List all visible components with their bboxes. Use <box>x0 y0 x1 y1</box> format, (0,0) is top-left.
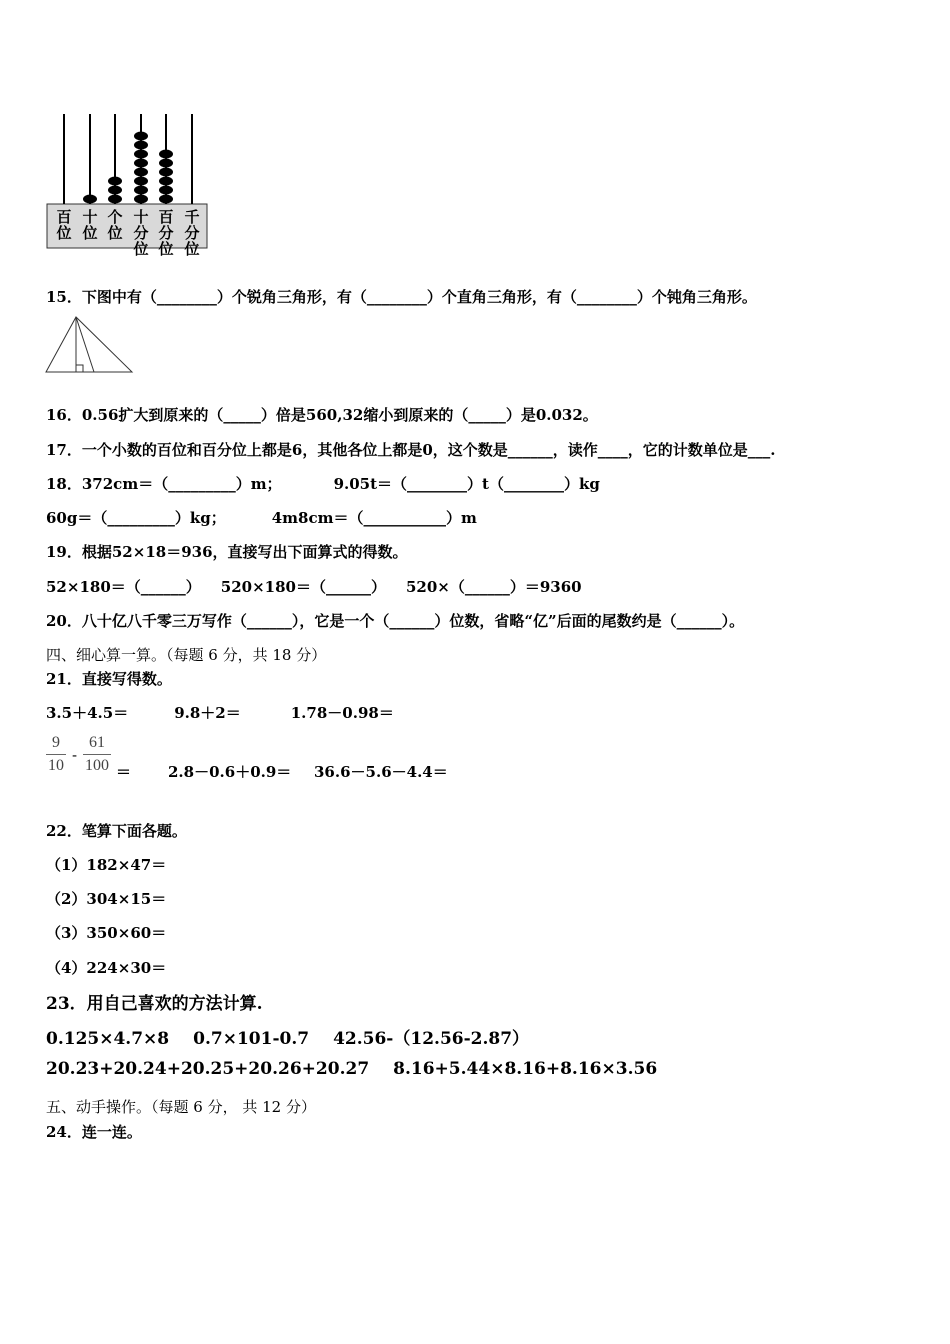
abacus-bead <box>108 177 122 186</box>
abacus-label-char: 位 <box>158 240 174 258</box>
q23-item-b: 0.7×101-0.7 <box>193 1029 310 1049</box>
abacus-bead <box>159 177 173 186</box>
abacus-label-char: 个 <box>107 208 123 226</box>
abacus-bead <box>134 150 148 159</box>
q18-part-c: 60g＝（_________）kg； <box>46 509 226 527</box>
abacus-bead <box>159 186 173 195</box>
triangle-figure <box>44 314 134 376</box>
equals-sign: ＝ <box>116 763 132 781</box>
question-21: 21．直接写得数。 <box>46 670 172 688</box>
abacus-bead <box>134 177 148 186</box>
abacus-bead <box>134 159 148 168</box>
fraction-denominator: 10 <box>48 757 64 774</box>
abacus-label-char: 位 <box>107 224 123 242</box>
abacus-label-char: 位 <box>133 240 149 258</box>
abacus-bead <box>134 168 148 177</box>
fraction-61-100 <box>83 734 111 775</box>
abacus-bead <box>108 186 122 195</box>
question-18-row2 <box>46 507 477 528</box>
q21-item-f: 36.6－5.6－4.4＝ <box>314 763 448 781</box>
q22-item-4: （4）224×30＝ <box>46 959 167 977</box>
q21-item-c: 1.78－0.98＝ <box>290 704 394 722</box>
question-19-items <box>46 576 582 597</box>
abacus-label-char: 分 <box>184 224 200 242</box>
abacus-bead <box>159 168 173 177</box>
q19-item-a: 52×180＝（______） <box>46 578 201 596</box>
q21-item-a: 3.5＋4.5＝ <box>46 704 129 722</box>
question-18-row1 <box>46 473 600 494</box>
abacus-bead <box>134 141 148 150</box>
abacus-label-char: 分 <box>133 224 149 242</box>
q18-part-d: 4m8cm＝（___________）m <box>271 509 477 527</box>
question-20: 20．八十亿八千零三万写作（______），它是一个（______）位数，省略“亿”后面的尾数约是（______）。 <box>46 612 745 630</box>
abacus-label-char: 位 <box>184 240 200 258</box>
question-23-row2 <box>46 1059 657 1079</box>
q18-part-b: 9.05t＝（________）t（________）kg <box>333 475 600 493</box>
abacus-label-char: 位 <box>82 224 98 242</box>
question-15: 15．下图中有（________）个锐角三角形，有（________）个直角三角形，有（________）个钝角三角形。 <box>46 288 757 306</box>
abacus-bead <box>159 195 173 204</box>
q19-item-b: 520×180＝（______） <box>220 578 386 596</box>
abacus-label-char: 百 <box>158 208 174 226</box>
fraction-9-10 <box>46 734 66 775</box>
q21-item-b: 9.8＋2＝ <box>174 704 241 722</box>
question-24: 24．连一连。 <box>46 1123 142 1141</box>
q22-item-3: （3）350×60＝ <box>46 924 167 942</box>
q23-item-e: 8.16+5.44×8.16+8.16×3.56 <box>393 1059 658 1079</box>
question-21-row1 <box>46 702 394 723</box>
abacus-bead <box>134 195 148 204</box>
q22-item-2: （2）304×15＝ <box>46 890 167 908</box>
abacus-label-char: 十 <box>133 208 149 226</box>
fraction-numerator: 9 <box>52 734 60 751</box>
q23-item-c: 42.56-（12.56-2.87） <box>333 1029 530 1049</box>
abacus-bead <box>159 159 173 168</box>
question-23: 23．用自己喜欢的方法计算. <box>46 994 263 1014</box>
abacus-bead <box>134 132 148 141</box>
abacus-bead <box>159 150 173 159</box>
minus-sign: - <box>72 746 78 764</box>
fraction-numerator: 61 <box>89 734 105 751</box>
abacus-label-char: 十 <box>82 208 98 226</box>
abacus-label-char: 千 <box>184 208 200 226</box>
section-5-heading: 五、动手操作。（每题 6 分， 共 12 分） <box>46 1098 316 1116</box>
abacus-label-char: 百 <box>56 208 72 226</box>
question-17: 17．一个小数的百位和百分位上都是6，其他各位上都是0，这个数是______，读作____，它的计数单位是___. <box>46 441 776 459</box>
abacus-bead <box>83 195 97 204</box>
abacus-label-char: 分 <box>158 224 174 242</box>
section-4-heading: 四、细心算一算。（每题 6 分，共 18 分） <box>46 646 327 664</box>
fraction-denominator: 100 <box>85 757 109 774</box>
q18-part-a: 18．372cm＝（_________）m； <box>46 475 282 493</box>
abacus-figure <box>44 110 214 265</box>
abacus-bead <box>134 186 148 195</box>
q19-item-c: 520×（______）＝9360 <box>405 578 582 596</box>
q21-item-e: 2.8－0.6＋0.9＝ <box>168 763 292 781</box>
question-22: 22．笔算下面各题。 <box>46 822 187 840</box>
question-16: 16．0.56扩大到原来的（_____）倍是560,32缩小到原来的（_____）是0.032。 <box>46 406 598 424</box>
q22-item-1: （1）182×47＝ <box>46 856 167 874</box>
q23-item-a: 0.125×4.7×8 <box>46 1029 170 1049</box>
abacus-bead <box>108 195 122 204</box>
q23-item-d: 20.23+20.24+20.25+20.26+20.27 <box>46 1059 370 1079</box>
question-19: 19．根据52×18＝936，直接写出下面算式的得数。 <box>46 543 408 561</box>
abacus-label-char: 位 <box>56 224 72 242</box>
question-23-row1 <box>46 1024 529 1049</box>
